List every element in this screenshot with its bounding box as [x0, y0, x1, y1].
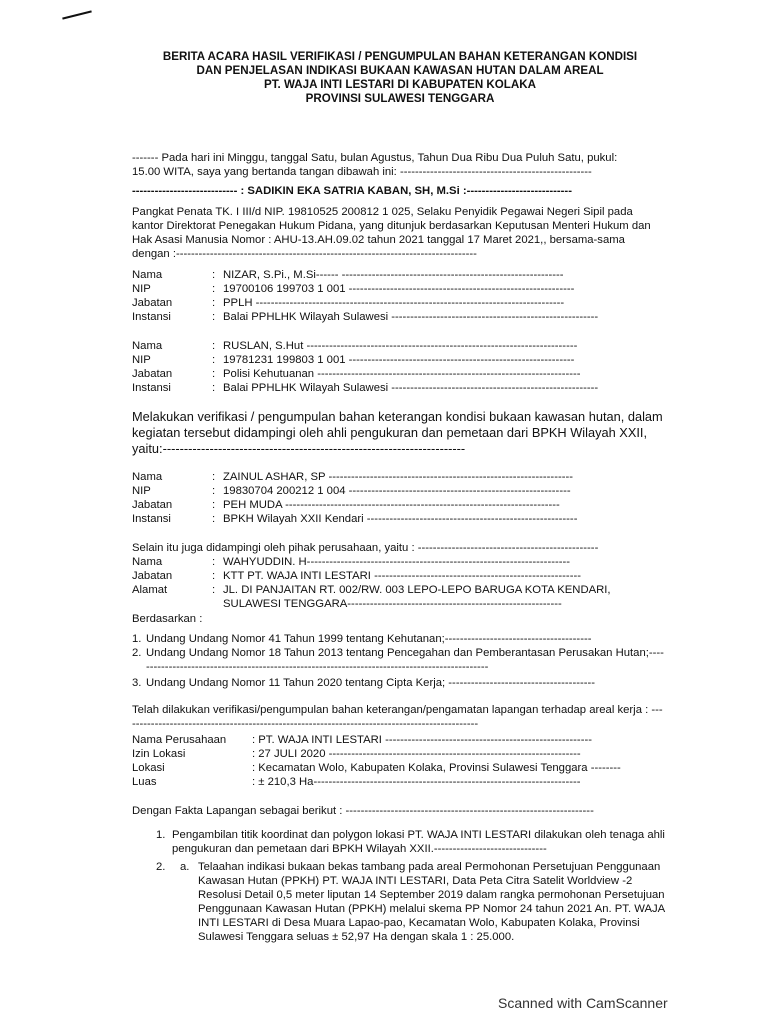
person1-nip-row: NIP : 19700106 199703 1 001 ------------------------------------------------------------: [132, 283, 575, 295]
person1-nama-label: Nama: [132, 269, 163, 281]
person1-instansi-label: Instansi: [132, 311, 171, 323]
field-fact-item-2: [156, 860, 666, 944]
company-nama-label: Nama: [132, 556, 163, 568]
legal-basis-item-number: 2.: [132, 647, 142, 659]
person1-nama: NIZAR, S.Pi., M.Si------ -----------------------------------------------------------: [223, 269, 564, 281]
intro-line-1: ------- Pada hari ini Minggu, tanggal Satu, bulan Agustus, Tahun Dua Ribu Dua Puluh Satu, pukul:: [132, 152, 618, 164]
company-jabatan-row: Jabatan : KTT PT. WAJA INTI LESTARI -------------------------------------------------------: [132, 570, 581, 582]
legal-basis-item-text: Undang Undang Nomor 11 Tahun 2020 tentang Cipta Kerja; ---------------------------------------: [146, 677, 596, 689]
person1-jabatan-row: Jabatan : PPLH ----------------------------------------------------------------------------------: [132, 297, 565, 309]
person3-nip-label: NIP: [132, 485, 151, 497]
company-alamat-row: Alamat : JL. DI PANJAITAN RT. 002/RW. 003 LEPO-LEPO BARUGA KOTA KENDARI,: [132, 584, 611, 596]
person2-nama-label: Nama: [132, 340, 163, 352]
person3-instansi-row: Instansi : BPKH Wilayah XXII Kendari --------------------------------------------------------: [132, 513, 578, 525]
person3-nama-row: Nama : ZAINUL ASHAR, SP -----------------------------------------------------------------: [132, 471, 573, 483]
person3-jabatan-row: Jabatan : PEH MUDA -------------------------------------------------------------------------: [132, 499, 560, 511]
person3-nama: ZAINUL ASHAR, SP -----------------------------------------------------------------: [223, 471, 573, 483]
person1-nip-label: NIP: [132, 283, 151, 295]
company-name-label: Nama Perusahaan: [132, 734, 227, 746]
person2-instansi: Balai PPHLHK Wilayah Sulawesi -------------------------------------------------------: [223, 382, 599, 394]
camscanner-watermark: Scanned with CamScanner: [498, 995, 668, 1011]
person3-jabatan-label: Jabatan: [132, 499, 173, 511]
person3-instansi: BPKH Wilayah XXII Kendari --------------------------------------------------------: [223, 513, 578, 525]
legal-basis-item-text: Undang Undang Nomor 41 Tahun 1999 tentang Kehutanan;---------------------------------------: [146, 633, 592, 645]
legal-basis-item-number: 1.: [132, 633, 142, 645]
area-value: : ± 210,3 Ha-----------------------------------------------------------------------: [252, 776, 581, 788]
field-facts-label: Dengan Fakta Lapangan sebagai berikut : ------------------------------------------------------------------: [132, 805, 594, 817]
pen-mark: [62, 10, 92, 19]
person2-instansi-row: Instansi : Balai PPHLHK Wilayah Sulawesi -------------------------------------------------------: [132, 382, 599, 394]
person2-nip-label: NIP: [132, 354, 151, 366]
title-line-4: PROVINSI SULAWESI TENGGARA: [305, 92, 495, 105]
person2-instansi-label: Instansi: [132, 382, 171, 394]
legal-basis-item: [132, 676, 664, 690]
company-jabatan: KTT PT. WAJA INTI LESTARI -------------------------------------------------------: [223, 570, 581, 582]
intro-line-2: 15.00 WITA, saya yang bertanda tangan dibawah ini: ---------------------------------------------------: [132, 166, 592, 178]
company-alamat-line-2: SULAWESI TENGGARA---------------------------------------------------------: [223, 598, 562, 610]
legal-basis-item: [132, 646, 664, 674]
title-line-1: BERITA ACARA HASIL VERIFIKASI / PENGUMPULAN BAHAN KETERANGAN KONDISI: [162, 50, 638, 63]
company-nama-row: Nama : WAHYUDDIN. H----------------------------------------------------------------------: [132, 556, 571, 568]
location-label: Lokasi: [132, 762, 165, 774]
legal-basis-item-number: 3.: [132, 677, 142, 689]
area-label: Luas: [132, 776, 157, 788]
company-nama: WAHYUDDIN. H----------------------------------------------------------------------: [223, 556, 571, 568]
person1-jabatan: PPLH ----------------------------------------------------------------------------------: [223, 297, 565, 309]
person3-nip: 19830704 200212 1 004 -----------------------------------------------------------: [223, 485, 571, 497]
person3-instansi-label: Instansi: [132, 513, 171, 525]
field-verification-intro: Telah dilakukan verifikasi/pengumpulan bahan keterangan/pengamatan lapangan terhadap areal kerja : -----------------------------------------------------------------------------------------------: [132, 704, 663, 730]
area-row: [132, 775, 662, 789]
person1-instansi: Balai PPHLHK Wilayah Sulawesi -------------------------------------------------------: [223, 311, 599, 323]
field-fact-number: 1.: [156, 829, 166, 841]
person3-jabatan: PEH MUDA -------------------------------------------------------------------------: [223, 499, 560, 511]
company-alamat-label: Alamat: [132, 584, 168, 596]
person2-nama: RUSLAN, S.Hut ------------------------------------------------------------------------: [223, 340, 578, 352]
person2-nip: 19781231 199803 1 001 ------------------------------------------------------------: [223, 354, 575, 366]
person1-nama-row: Nama : NIZAR, S.Pi., M.Si------ -----------------------------------------------------------: [132, 269, 564, 281]
company-alamat-line-1: JL. DI PANJAITAN RT. 002/RW. 003 LEPO-LEPO BARUGA KOTA KENDARI,: [223, 584, 611, 596]
title-line-2: DAN PENJELASAN INDIKASI BUKAAN KAWASAN HUTAN DALAM AREAL: [196, 64, 604, 77]
person2-jabatan-label: Jabatan: [132, 368, 173, 380]
document-title: [120, 50, 680, 106]
verification-paragraph: Melakukan verifikasi / pengumpulan bahan keterangan kondisi bukaan kawasan hutan, dalam kegiatan tersebut didampingi oleh ahli pengukuran dan pemetaan dari BPKH Wilayah XXII, yaitu:-----------------------------------------------------------------------: [132, 409, 663, 456]
person1-instansi-row: Instansi : Balai PPHLHK Wilayah Sulawesi -------------------------------------------------------: [132, 311, 599, 323]
field-fact-text: Pengambilan titik koordinat dan polygon lokasi PT. WAJA INTI LESTARI dilakukan oleh tenaga ahli pengukuran dan pemetaan dari BPKH Wilayah XXII.------------------------------: [172, 829, 665, 855]
location-row: [132, 761, 662, 775]
field-fact-item-1: [156, 828, 666, 856]
company-name-row: [132, 733, 662, 747]
person1-nip: 19700106 199703 1 001 ------------------------------------------------------------: [223, 283, 575, 295]
company-name-value: : PT. WAJA INTI LESTARI -------------------------------------------------------: [252, 734, 592, 746]
officer-rank-paragraph: Pangkat Penata TK. I III/d NIP. 19810525 200812 1 025, Selaku Penyidik Pegawai Negeri Sipil pada kantor Direktorat Penegakan Hukum Pidana, yang ditunjuk berdasarkan Keputusan Menteri Hukum dan Hak Asasi Manusia Nomor : AHU-13.AH.09.02 tahun 2021 tanggal 17 Maret 2021,, bersama-sama dengan :--------------------------------------------------------------------------------: [132, 206, 651, 260]
person3-nama-label: Nama: [132, 471, 163, 483]
company-intro-line: Selain itu juga didampingi oleh pihak perusahaan, yaitu : ------------------------------------------------: [132, 542, 599, 554]
location-value: : Kecamatan Wolo, Kabupaten Kolaka, Provinsi Sulawesi Tenggara --------: [252, 762, 621, 774]
person2-jabatan-row: Jabatan : Polisi Kehutuanan ----------------------------------------------------------------------: [132, 368, 581, 380]
person2-nip-row: NIP : 19781231 199803 1 001 ------------------------------------------------------------: [132, 354, 575, 366]
person1-jabatan-label: Jabatan: [132, 297, 173, 309]
field-fact-text: Telaahan indikasi bukaan bekas tambang pada areal Permohonan Persetujuan Penggunaan Kawasan Hutan (PPKH) PT. WAJA INTI LESTARI, Data Peta Citra Satelit Worldview -2 Resolusi Detail 0,5 meter liputan 14 September 2019 dalam rangka permohonan Persetujuan Penggunaan Kawasan Hutan (PPKH) melalui skema PP Nomor 24 tahun 2021 An. PT. WAJA INTI LESTARI di Desa Muara Lapao-pao, Kecamatan Wolo, Kabupaten Kolaka, Provinsi Sulawesi Tenggara seluas ± 52,97 Ha dengan skala 1 : 25.000.: [198, 861, 665, 943]
person2-nama-row: Nama : RUSLAN, S.Hut ------------------------------------------------------------------------: [132, 340, 578, 352]
officer-name-line: ---------------------------- : SADIKIN EKA SATRIA KABAN, SH, M.Si :----------------------------: [132, 185, 572, 197]
legal-basis-item-text: Undang Undang Nomor 18 Tahun 2013 tentang Pencegahan dan Pemberantasan Perusakan Hutan;-----------------------------------------------------------------------------------------------: [146, 647, 664, 673]
person3-nip-row: NIP : 19830704 200212 1 004 -----------------------------------------------------------: [132, 485, 571, 497]
field-fact-subnumber: a.: [180, 861, 190, 873]
permit-label: Izin Lokasi: [132, 748, 186, 760]
legal-basis-item: [132, 632, 664, 646]
permit-row: [132, 747, 662, 761]
company-jabatan-label: Jabatan: [132, 570, 173, 582]
permit-value: : 27 JULI 2020 -------------------------------------------------------------------: [252, 748, 581, 760]
field-fact-number: 2.: [156, 861, 166, 873]
person2-jabatan: Polisi Kehutuanan ----------------------------------------------------------------------: [223, 368, 581, 380]
title-line-3: PT. WAJA INTI LESTARI DI KABUPATEN KOLAKA: [263, 78, 537, 91]
legal-basis-label: Berdasarkan :: [132, 613, 203, 625]
company-alamat-row-2: [132, 597, 662, 611]
